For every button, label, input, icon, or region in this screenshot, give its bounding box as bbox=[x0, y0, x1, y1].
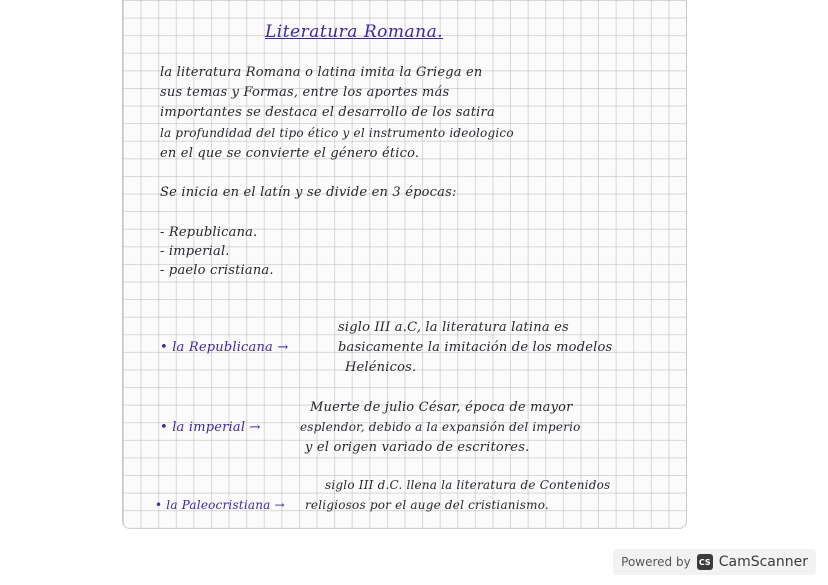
intro-line: importantes se destaca el desarrollo de los satira bbox=[160, 105, 495, 120]
epoch-item: - imperial. bbox=[160, 244, 230, 259]
page-title: Literatura Romana. bbox=[265, 22, 444, 42]
section-imperial-line: Muerte de julio César, época de mayor bbox=[310, 400, 573, 415]
section-republicana-line: siglo III a.C, la literatura latina es bbox=[338, 320, 569, 335]
powered-by-text: Powered by bbox=[621, 555, 691, 569]
section-imperial-label: • la imperial → bbox=[160, 420, 261, 435]
section-republicana-label: • la Republicana → bbox=[160, 340, 289, 355]
section-paleocristiana-label: • la Paleocristiana → bbox=[155, 498, 285, 512]
camscanner-logo-icon: CS bbox=[697, 554, 713, 570]
epochs-intro: Se inicia en el latín y se divide en 3 épocas: bbox=[160, 185, 457, 200]
intro-line: la profundidad del tipo ético y el instrumento ideologico bbox=[160, 126, 514, 140]
intro-line: sus temas y Formas, entre los aportes más bbox=[160, 85, 450, 100]
camscanner-watermark bbox=[613, 549, 816, 575]
epoch-item: - paelo cristiana. bbox=[160, 263, 274, 278]
camscanner-brand: CamScanner bbox=[718, 554, 808, 570]
intro-line: la literatura Romana o latina imita la Griega en bbox=[160, 65, 483, 80]
intro-line: en el que se convierte el género ético. bbox=[160, 146, 420, 161]
section-imperial-line: y el origen variado de escritores. bbox=[305, 440, 530, 455]
section-imperial-line: esplendor, debido a la expansión del imperio bbox=[300, 420, 581, 434]
section-republicana-line: basicamente la imitación de los modelos bbox=[338, 340, 613, 355]
section-republicana-line: Helénicos. bbox=[345, 360, 417, 375]
section-paleocristiana-line: religiosos por el auge del cristianismo. bbox=[305, 498, 549, 512]
section-paleocristiana-line: siglo III d.C. llena la literatura de Contenidos bbox=[325, 478, 611, 492]
epoch-item: - Republicana. bbox=[160, 225, 258, 240]
